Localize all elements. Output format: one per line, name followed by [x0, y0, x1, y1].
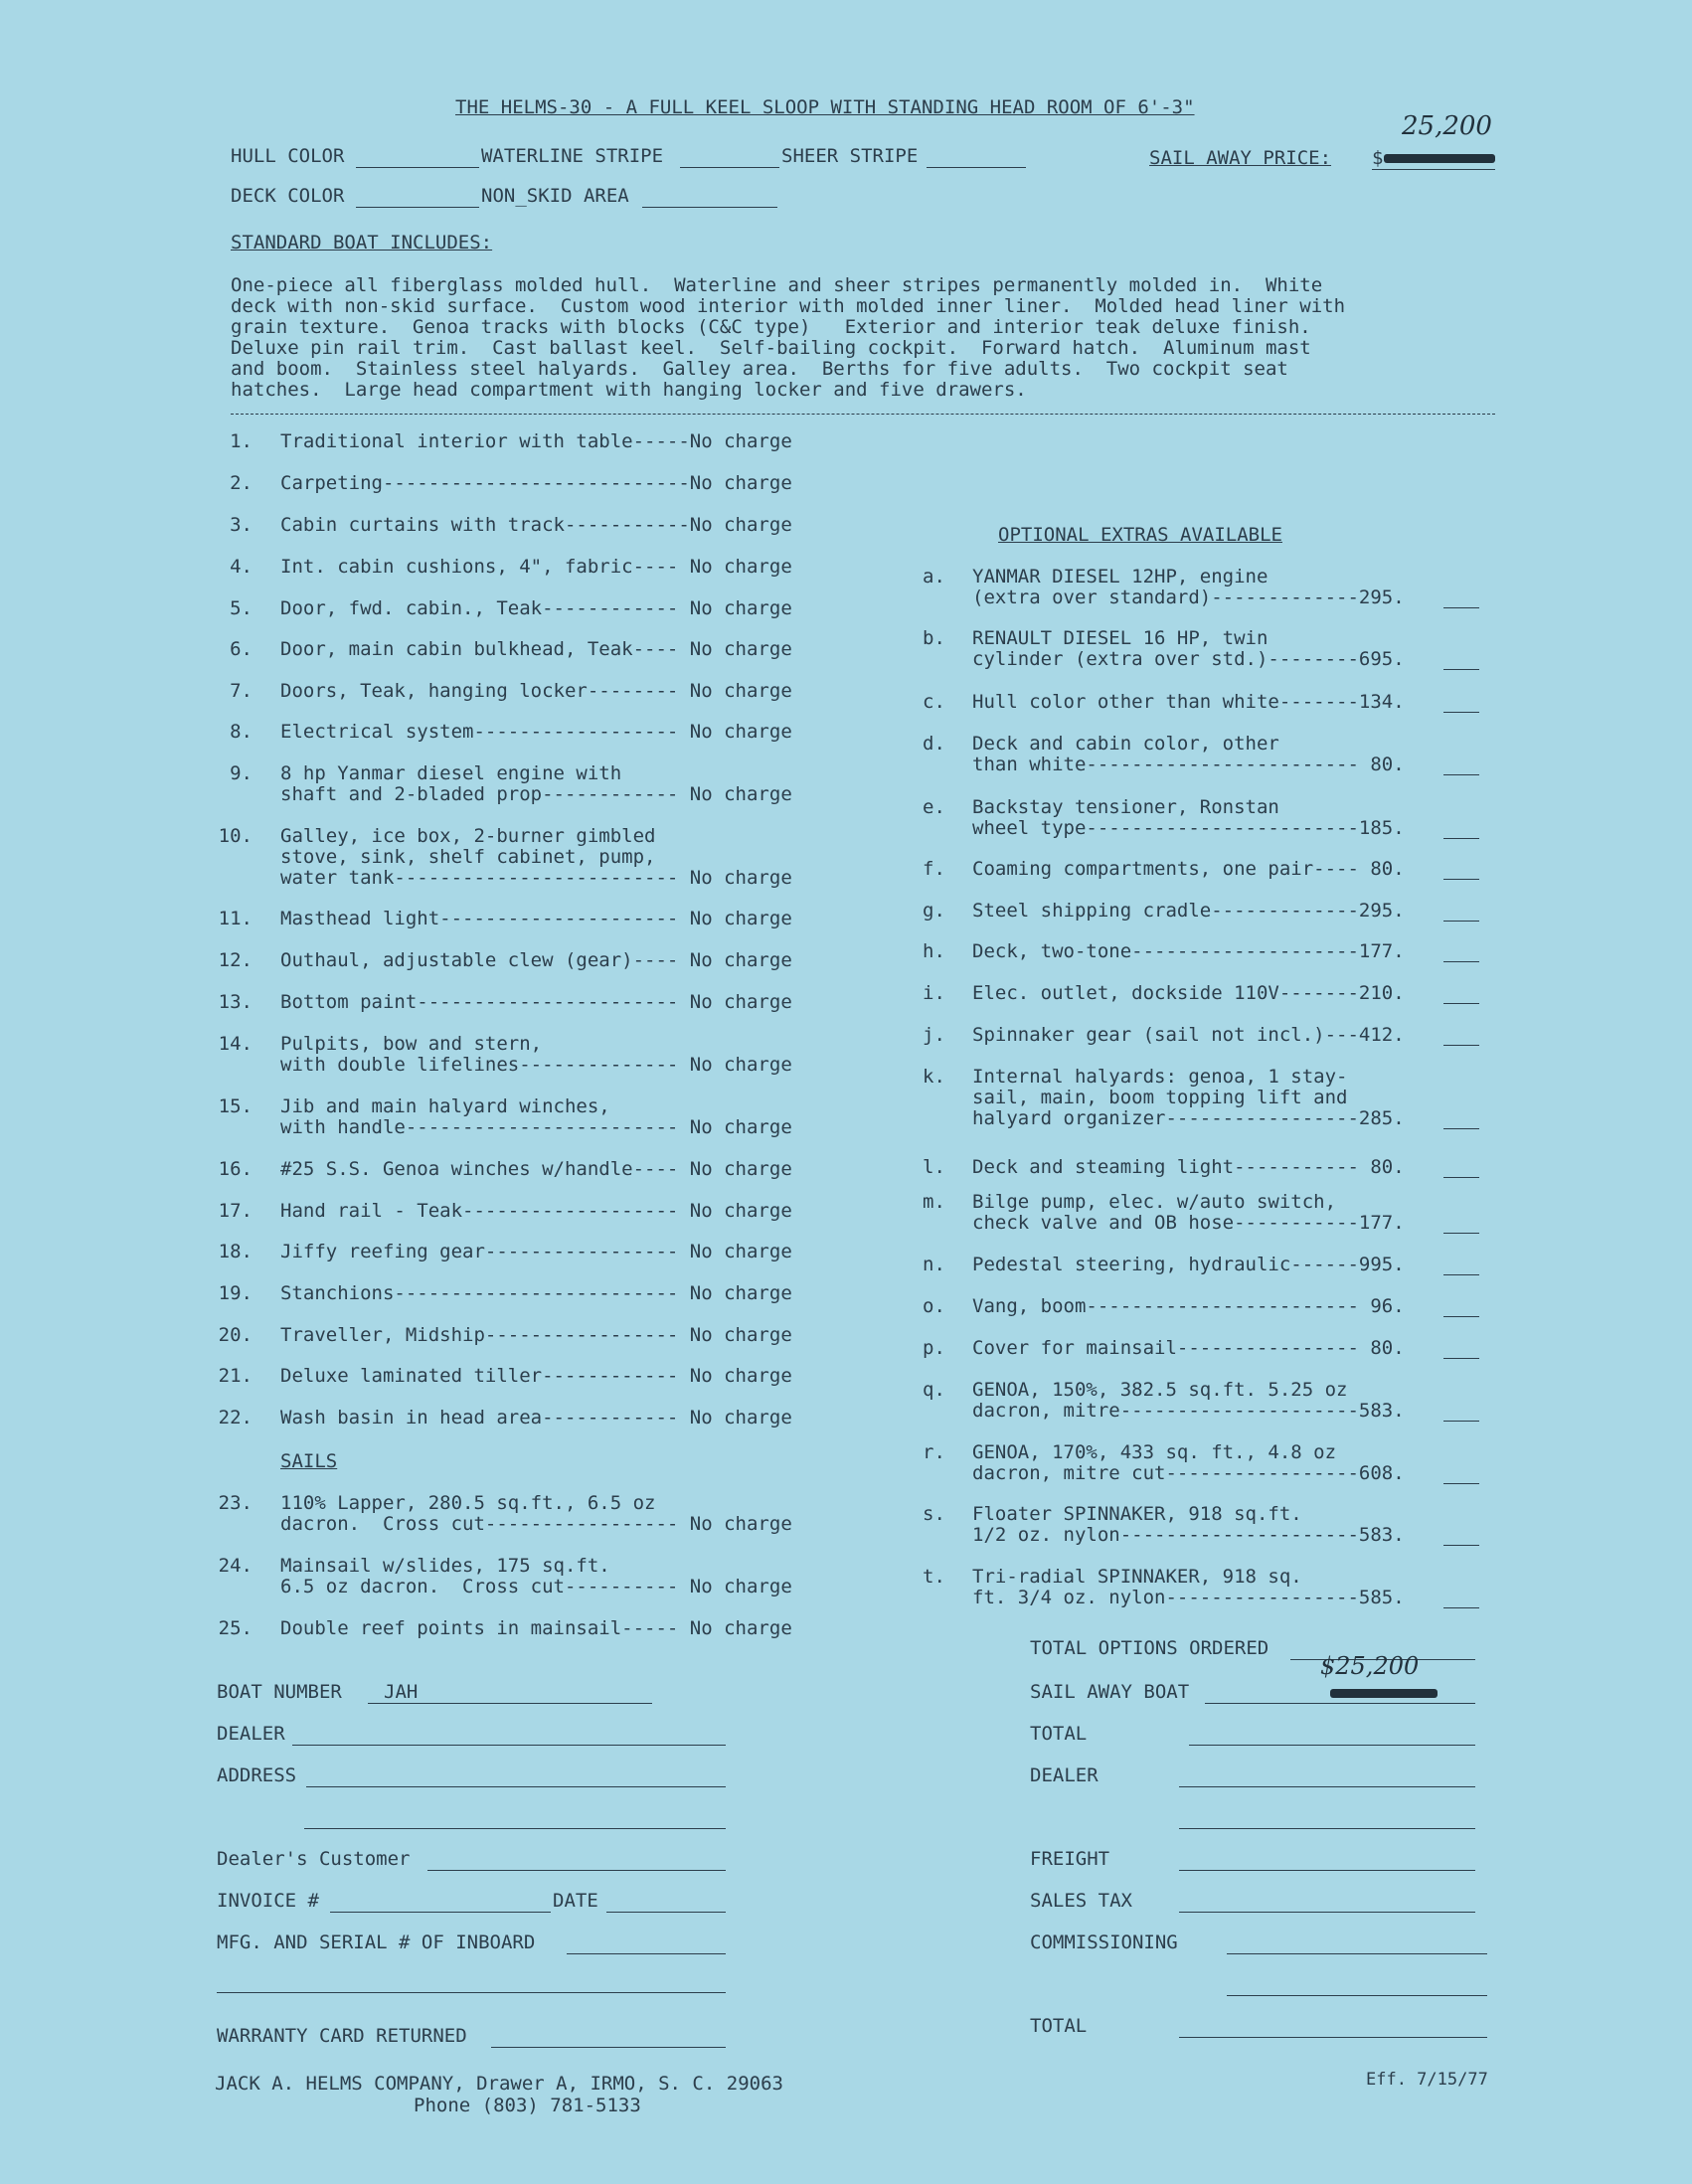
total2-field[interactable] [1179, 2037, 1487, 2038]
non-skid-area-label: NON_SKID AREA [481, 185, 629, 207]
item-text: Mainsail w/slides, 175 sq.ft. [280, 1555, 610, 1577]
extra-text: check valve and OB hose-----------177. [972, 1212, 1405, 1234]
item-text: Wash basin in head area------------ No charge [280, 1407, 792, 1428]
item-number: 1. [230, 430, 253, 452]
item-number: 22. [218, 1407, 253, 1428]
address-field-1[interactable] [306, 1786, 726, 1787]
sheer-stripe-field[interactable] [927, 167, 1026, 168]
extra-order-blank[interactable] [1443, 1483, 1479, 1484]
extra-letter: f. [923, 858, 945, 880]
extra-order-blank[interactable] [1443, 669, 1479, 670]
extras-heading: OPTIONAL EXTRAS AVAILABLE [998, 524, 1282, 546]
sales-tax-field[interactable] [1179, 1912, 1475, 1913]
extra-order-blank[interactable] [1443, 774, 1479, 775]
dealer-field[interactable] [292, 1745, 726, 1746]
item-number: 18. [218, 1241, 253, 1262]
separator-line [231, 414, 1495, 415]
sales-tax-label: SALES TAX [1030, 1890, 1132, 1912]
freight-label: FREIGHT [1030, 1848, 1110, 1870]
extra-order-blank[interactable] [1443, 1421, 1479, 1422]
item-text: Electrical system------------------ No charge [280, 721, 792, 743]
extra-letter: l. [923, 1156, 945, 1178]
item-number: 20. [218, 1324, 253, 1346]
price-strikeout-mark [1384, 154, 1495, 163]
extra-text: Tri-radial SPINNAKER, 918 sq. [972, 1566, 1302, 1588]
extra-text: RENAULT DIESEL 16 HP, twin [972, 627, 1269, 649]
item-text: Galley, ice box, 2-burner gimbled [280, 825, 656, 847]
item-number: 7. [230, 680, 253, 702]
extra-text: YANMAR DIESEL 12HP, engine [972, 566, 1269, 588]
extra-text: Deck and cabin color, other [972, 733, 1279, 755]
extra-text: Coaming compartments, one pair---- 80. [972, 858, 1405, 880]
extra-text: wheel type------------------------185. [972, 817, 1405, 839]
item-number: 2. [230, 472, 253, 494]
item-text: 110% Lapper, 280.5 sq.ft., 6.5 oz [280, 1492, 656, 1514]
extra-text: Cover for mainsail---------------- 80. [972, 1337, 1405, 1359]
item-number: 14. [218, 1033, 253, 1055]
extra-text: GENOA, 150%, 382.5 sq.ft. 5.25 oz [972, 1379, 1348, 1401]
standard-heading: STANDARD BOAT INCLUDES: [231, 232, 493, 253]
price-handwritten: 25,200 [1402, 111, 1492, 141]
mfg-serial-field-2[interactable] [217, 1992, 726, 1993]
extra-order-blank[interactable] [1443, 1274, 1479, 1275]
company-phone: Phone (803) 781-5133 [414, 2095, 641, 2116]
extra-text: GENOA, 170%, 433 sq. ft., 4.8 oz [972, 1441, 1337, 1463]
date-label: DATE [553, 1890, 598, 1912]
extra-order-blank[interactable] [1443, 879, 1479, 880]
item-text: Jiffy reefing gear----------------- No charge [280, 1241, 792, 1262]
extra-text: than white------------------------ 80. [972, 754, 1405, 775]
extra-letter: p. [923, 1337, 945, 1359]
extra-letter: s. [923, 1503, 945, 1525]
extra-order-blank[interactable] [1443, 1003, 1479, 1004]
item-text: 8 hp Yanmar diesel engine with [280, 762, 622, 784]
standard-description-line: and boom. Stainless steel halyards. Galley area. Berths for five adults. Two cockpit seat [231, 358, 1288, 380]
dealers-customer-field[interactable] [427, 1870, 726, 1871]
extra-text: Vang, boom------------------------ 96. [972, 1295, 1405, 1317]
item-number: 16. [218, 1158, 253, 1180]
extra-text: Floater SPINNAKER, 918 sq.ft. [972, 1503, 1302, 1525]
effective-date: Eff. 7/15/77 [1366, 2070, 1488, 2090]
item-text: Door, fwd. cabin., Teak------------ No charge [280, 597, 792, 619]
extra-text: dacron, mitre cut-----------------608. [972, 1462, 1405, 1484]
extra-letter: a. [923, 566, 945, 588]
item-text: stove, sink, shelf cabinet, pump, [280, 846, 656, 868]
item-text: #25 S.S. Genoa winches w/handle---- No charge [280, 1158, 792, 1180]
sails-heading: SAILS [280, 1450, 338, 1472]
invoice-field[interactable] [330, 1912, 551, 1913]
extra-letter: h. [923, 940, 945, 962]
extra-order-blank[interactable] [1443, 712, 1479, 713]
sail-away-handwritten: $25,200 [1320, 1652, 1420, 1680]
standard-description-line: Deluxe pin rail trim. Cast ballast keel. Self-bailing cockpit. Forward hatch. Aluminum mast [231, 337, 1311, 359]
total-options-label: TOTAL OPTIONS ORDERED [1030, 1637, 1269, 1659]
warranty-field[interactable] [491, 2047, 726, 2048]
invoice-label: INVOICE # [217, 1890, 319, 1912]
extra-order-blank[interactable] [1443, 1316, 1479, 1317]
deck-color-field[interactable] [356, 207, 479, 208]
item-number: 10. [218, 825, 253, 847]
item-text: with double lifelines-------------- No charge [280, 1054, 792, 1076]
item-text: with handle------------------------ No charge [280, 1116, 792, 1138]
standard-description-line: deck with non-skid surface. Custom wood interior with molded inner liner. Molded head liner with [231, 295, 1346, 317]
extra-text: cylinder (extra over std.)--------695. [972, 648, 1405, 670]
item-text: Traditional interior with table-----No charge [280, 430, 792, 452]
extra-letter: q. [923, 1379, 945, 1401]
total-label: TOTAL [1030, 1723, 1088, 1745]
extra-text: Deck and steaming light----------- 80. [972, 1156, 1405, 1178]
total-field[interactable] [1189, 1745, 1475, 1746]
hull-color-field[interactable] [356, 167, 479, 168]
extra-order-blank[interactable] [1443, 1545, 1479, 1546]
sail-away-boat-field[interactable] [1205, 1703, 1475, 1704]
address-field-2[interactable] [304, 1828, 726, 1829]
company-address: JACK A. HELMS COMPANY, Drawer A, IRMO, S. C. 29063 [215, 2073, 783, 2095]
item-text: water tank------------------------- No charge [280, 867, 792, 889]
extra-text: Steel shipping cradle-------------295. [972, 900, 1405, 922]
extra-text: (extra over standard)-------------295. [972, 587, 1405, 608]
non-skid-area-field[interactable] [642, 207, 777, 208]
item-number: 6. [230, 638, 253, 660]
dealer-label: DEALER [217, 1723, 285, 1745]
extra-text: Internal halyards: genoa, 1 stay- [972, 1066, 1348, 1088]
item-number: 23. [218, 1492, 253, 1514]
extra-text: Backstay tensioner, Ronstan [972, 796, 1279, 818]
item-number: 11. [218, 908, 253, 929]
extra-letter: m. [923, 1191, 945, 1213]
commissioning-field-2[interactable] [1227, 1995, 1487, 1996]
item-number: 9. [230, 762, 253, 784]
extra-text: sail, main, boom topping lift and [972, 1087, 1348, 1108]
item-number: 4. [230, 556, 253, 578]
item-text: dacron. Cross cut----------------- No charge [280, 1513, 792, 1535]
freight-field[interactable] [1179, 1870, 1475, 1871]
item-text: Cabin curtains with track-----------No charge [280, 514, 792, 536]
item-text: 6.5 oz dacron. Cross cut---------- No charge [280, 1576, 792, 1597]
item-text: shaft and 2-bladed prop------------ No charge [280, 783, 792, 805]
extra-order-blank[interactable] [1443, 961, 1479, 962]
dealer-right-label: DEALER [1030, 1764, 1099, 1786]
extra-letter: r. [923, 1441, 945, 1463]
item-text: Traveller, Midship----------------- No charge [280, 1324, 792, 1346]
sail-away-boat-label: SAIL AWAY BOAT [1030, 1681, 1190, 1703]
item-text: Outhaul, adjustable clew (gear)---- No charge [280, 949, 792, 971]
price-dollar-sign: $ [1372, 147, 1384, 169]
item-number: 17. [218, 1200, 253, 1222]
item-number: 8. [230, 721, 253, 743]
item-text: Bottom paint----------------------- No charge [280, 991, 792, 1013]
item-text: Double reef points in mainsail----- No charge [280, 1617, 792, 1639]
sail-away-strikeout-mark [1330, 1689, 1438, 1698]
price-field[interactable] [1372, 169, 1495, 170]
item-number: 19. [218, 1282, 253, 1304]
extra-text: dacron, mitre---------------------583. [972, 1400, 1405, 1422]
extra-text: Pedestal steering, hydraulic------995. [972, 1254, 1405, 1275]
extra-order-blank[interactable] [1443, 1128, 1479, 1129]
extra-letter: b. [923, 627, 945, 649]
extra-letter: k. [923, 1066, 945, 1088]
deck-color-label: DECK COLOR [231, 185, 345, 207]
extra-text: Hull color other than white-------134. [972, 691, 1405, 713]
warranty-label: WARRANTY CARD RETURNED [217, 2025, 467, 2047]
extra-text: 1/2 oz. nylon---------------------583. [972, 1524, 1405, 1546]
total2-label: TOTAL [1030, 2015, 1088, 2037]
extra-letter: t. [923, 1566, 945, 1588]
extra-letter: e. [923, 796, 945, 818]
standard-description-line: One-piece all fiberglass molded hull. Waterline and sheer stripes permanently molded in. White [231, 274, 1323, 296]
extra-order-blank[interactable] [1443, 1045, 1479, 1046]
item-text: Deluxe laminated tiller------------ No charge [280, 1365, 792, 1387]
item-number: 5. [230, 597, 253, 619]
item-number: 12. [218, 949, 253, 971]
waterline-stripe-label: WATERLINE STRIPE [481, 145, 664, 167]
extra-text: Deck, two-tone--------------------177. [972, 940, 1405, 962]
extra-letter: i. [923, 982, 945, 1004]
waterline-stripe-field[interactable] [680, 167, 779, 168]
item-text: Stanchions------------------------- No charge [280, 1282, 792, 1304]
extra-order-blank[interactable] [1443, 1177, 1479, 1178]
extra-letter: j. [923, 1024, 945, 1046]
extra-letter: d. [923, 733, 945, 755]
extra-letter: g. [923, 900, 945, 922]
item-text: Masthead light--------------------- No charge [280, 908, 792, 929]
standard-description-line: hatches. Large head compartment with hanging locker and five drawers. [231, 379, 1027, 401]
boat-number-value: JAH [384, 1681, 419, 1703]
boat-number-field[interactable] [368, 1703, 652, 1704]
dealer-right-field-2[interactable] [1179, 1828, 1475, 1829]
item-number: 24. [218, 1555, 253, 1577]
extra-order-blank[interactable] [1443, 921, 1479, 922]
extra-text: Bilge pump, elec. w/auto switch, [972, 1191, 1337, 1213]
boat-number-label: BOAT NUMBER [217, 1681, 342, 1703]
address-label: ADDRESS [217, 1764, 297, 1786]
mfg-serial-label: MFG. AND SERIAL # OF INBOARD [217, 1932, 536, 1953]
sheer-stripe-label: SHEER STRIPE [781, 145, 919, 167]
form-title: THE HELMS-30 - A FULL KEEL SLOOP WITH STANDING HEAD ROOM OF 6'-3" [455, 96, 1195, 118]
item-text: Door, main cabin bulkhead, Teak---- No charge [280, 638, 792, 660]
item-text: Carpeting---------------------------No charge [280, 472, 792, 494]
extra-order-blank[interactable] [1443, 1233, 1479, 1234]
extra-order-blank[interactable] [1443, 1358, 1479, 1359]
commissioning-label: COMMISSIONING [1030, 1932, 1178, 1953]
item-text: Jib and main halyard winches, [280, 1095, 610, 1117]
commissioning-field[interactable] [1227, 1953, 1487, 1954]
item-text: Pulpits, bow and stern, [280, 1033, 543, 1055]
sail-away-price-label: SAIL AWAY PRICE: [1149, 147, 1332, 169]
hull-color-label: HULL COLOR [231, 145, 345, 167]
date-field[interactable] [606, 1912, 726, 1913]
item-text: Doors, Teak, hanging locker-------- No charge [280, 680, 792, 702]
item-number: 13. [218, 991, 253, 1013]
item-text: Hand rail - Teak------------------- No charge [280, 1200, 792, 1222]
dealer-right-field[interactable] [1179, 1786, 1475, 1787]
extra-order-blank[interactable] [1443, 838, 1479, 839]
standard-description-line: grain texture. Genoa tracks with blocks (C&C type) Exterior and interior teak deluxe finish. [231, 316, 1311, 338]
extra-letter: c. [923, 691, 945, 713]
item-number: 21. [218, 1365, 253, 1387]
item-text: Int. cabin cushions, 4", fabric---- No charge [280, 556, 792, 578]
extra-letter: n. [923, 1254, 945, 1275]
extra-text: Spinnaker gear (sail not incl.)---412. [972, 1024, 1405, 1046]
extra-text: halyard organizer-----------------285. [972, 1107, 1405, 1129]
extra-text: ft. 3/4 oz. nylon-----------------585. [972, 1587, 1405, 1608]
extra-letter: o. [923, 1295, 945, 1317]
item-number: 15. [218, 1095, 253, 1117]
item-number: 3. [230, 514, 253, 536]
item-number: 25. [218, 1617, 253, 1639]
extra-order-blank[interactable] [1443, 1607, 1479, 1608]
mfg-serial-field[interactable] [567, 1953, 726, 1954]
extra-text: Elec. outlet, dockside 110V-------210. [972, 982, 1405, 1004]
dealers-customer-label: Dealer's Customer [217, 1848, 411, 1870]
extra-order-blank[interactable] [1443, 607, 1479, 608]
